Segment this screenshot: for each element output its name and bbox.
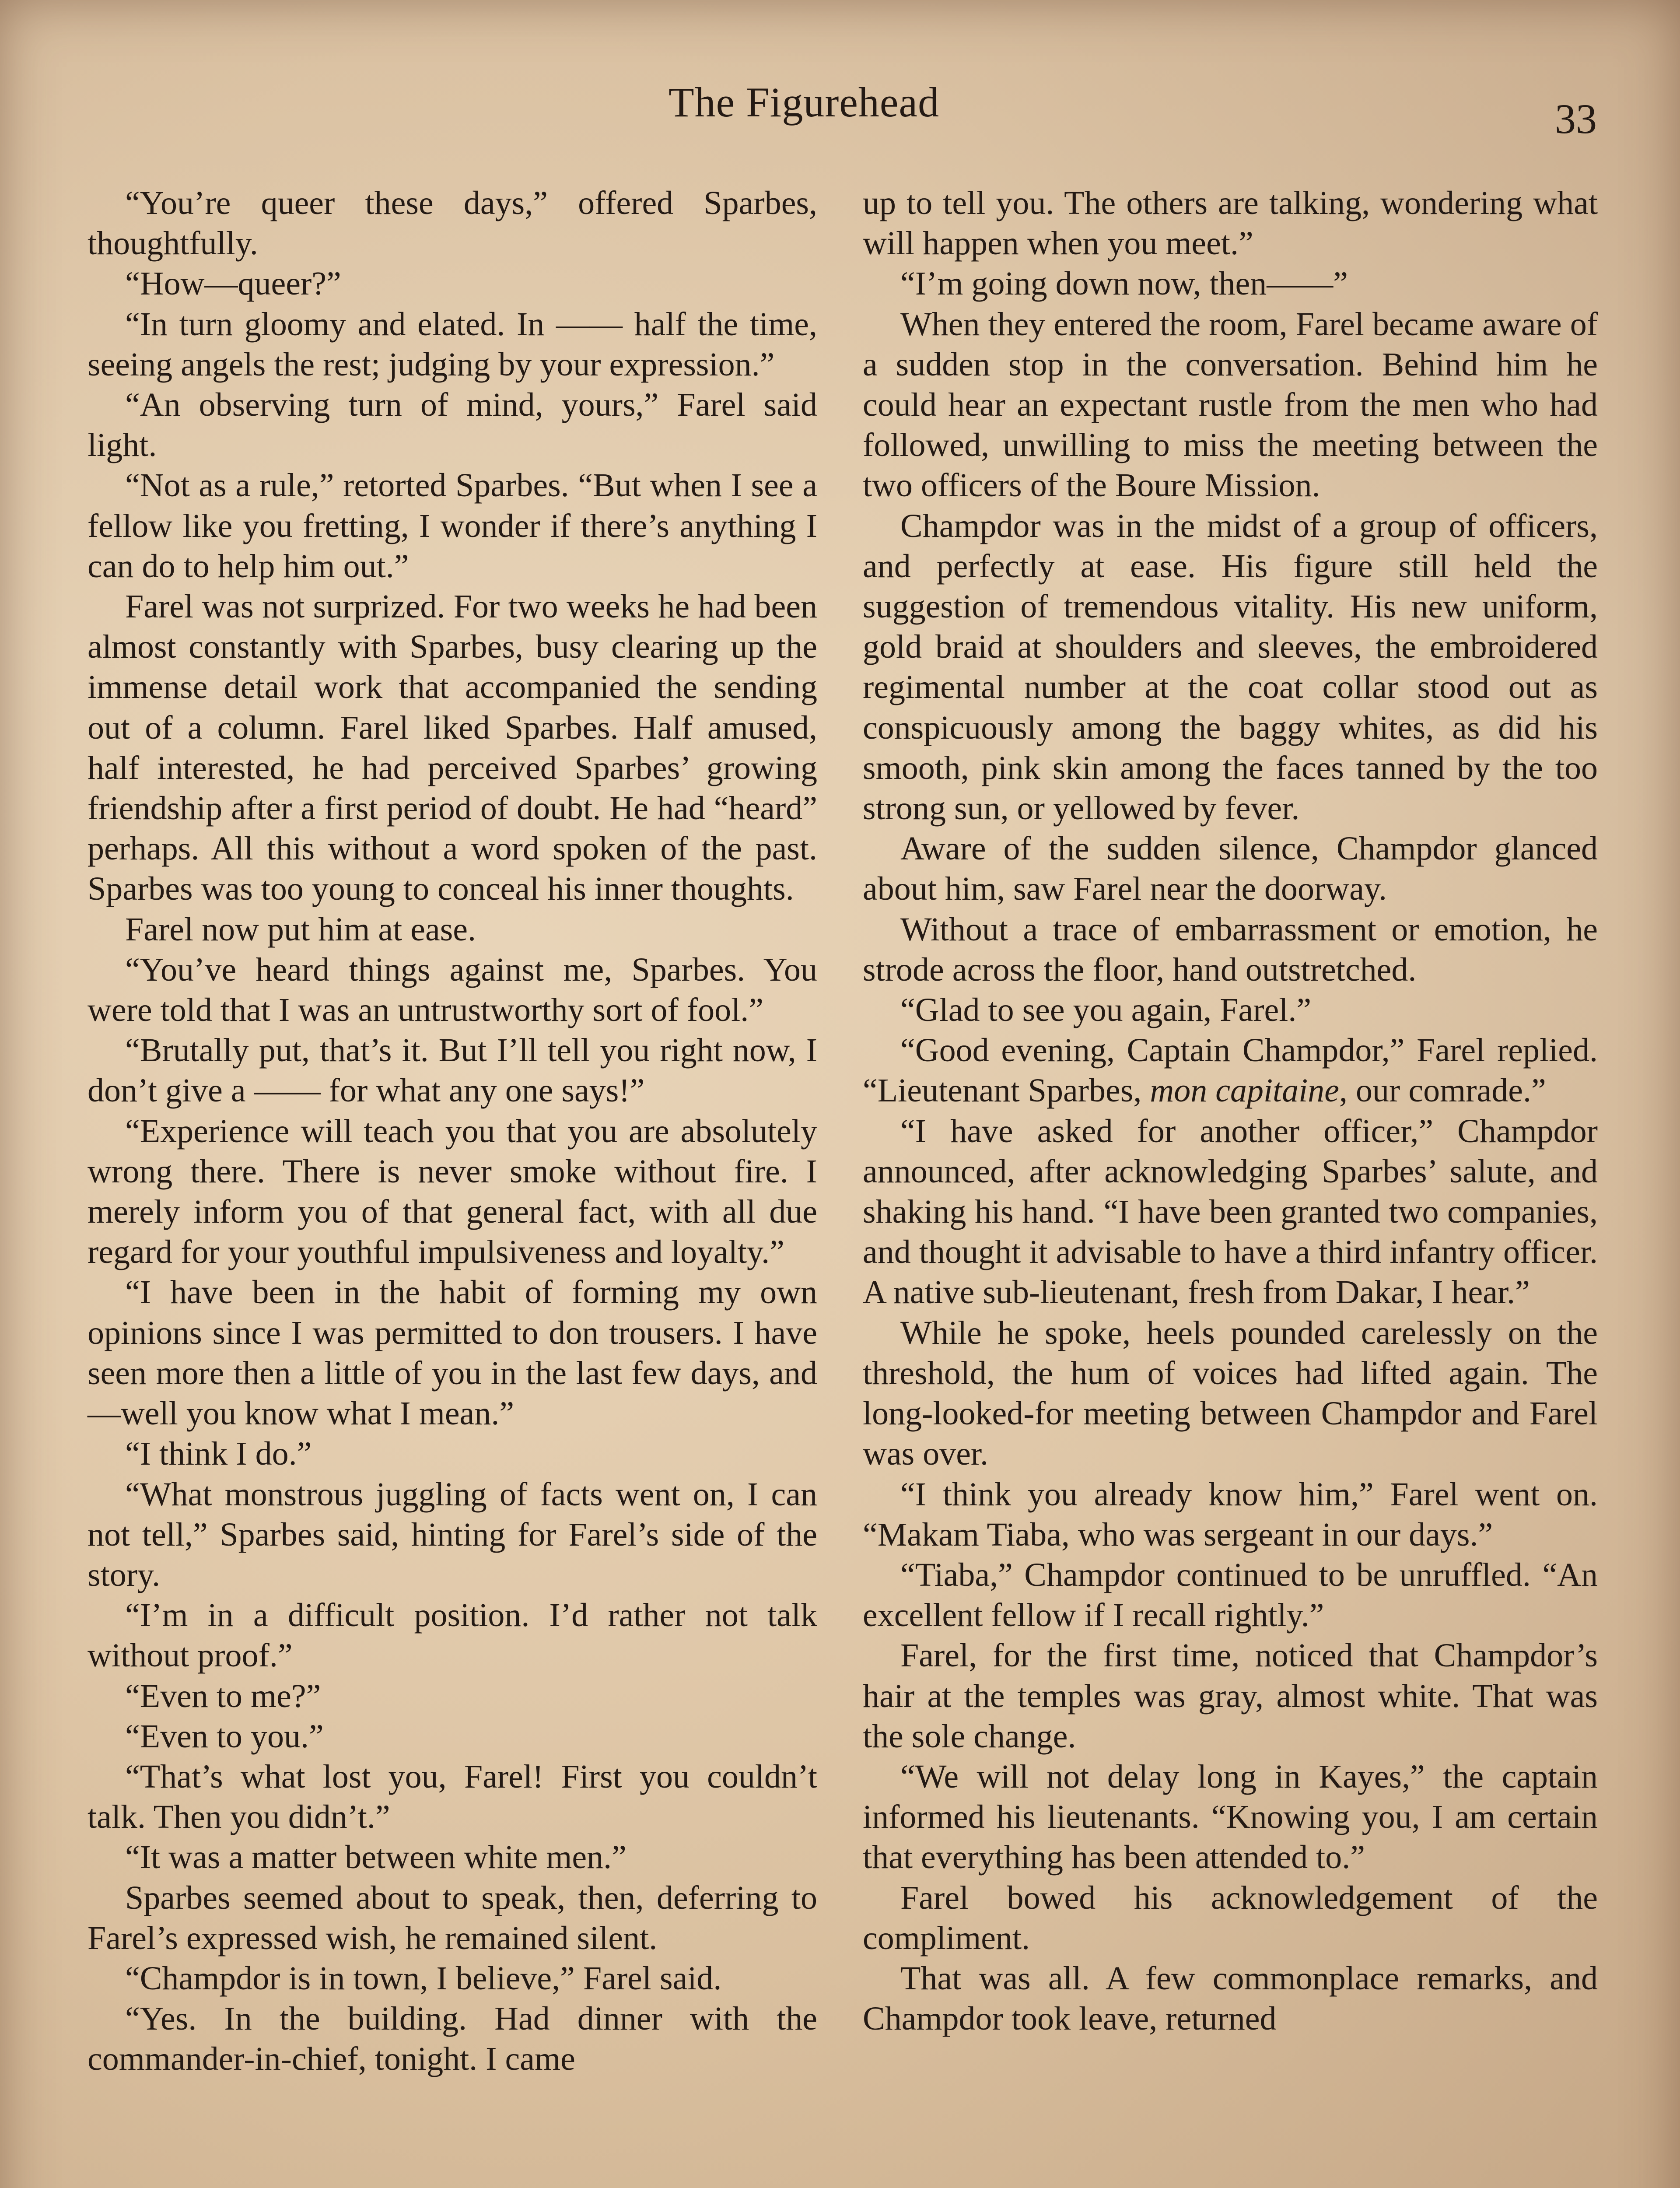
paragraph: “It was a matter between white men.” — [125, 1839, 626, 1876]
paragraph: While he spoke, heels pounded carelessly on the threshold, the hum of voices had lifted again. The long-looked-for meeting between Champdor and Farel was over. — [863, 1314, 1598, 1473]
left-column — [88, 183, 817, 2079]
paragraph: “Tiaba,” Champdor continued to be unruffled. “An excellent fellow if I recall rightly.” — [863, 1556, 1598, 1634]
paragraph: “In turn gloomy and elated. In —— half the time, seeing angels the rest; judging by your expression.” — [88, 305, 817, 383]
right-column — [863, 183, 1598, 2039]
paragraph: “Glad to see you again, Farel.” — [900, 992, 1312, 1029]
paragraph: That was all. A few commonplace remarks, and Champdor took leave, returned — [863, 1960, 1598, 2037]
paragraph: Farel was not surprized. For two weeks he had been almost constantly with Sparbes, busy clearing up the immense detail work that accompanied the sending out of a column. Farel liked Sparbes. Half amused, half interested, he had perceived Sparbes’ growing friendship after a first period of doubt. He had “heard” perhaps. All this without a word spoken of the past. Sparbes was too young to conceal his inner thoughts. — [88, 588, 817, 908]
paragraph: “That’s what lost you, Farel! First you couldn’t talk. Then you didn’t.” — [88, 1758, 817, 1836]
continued-paragraph: up to tell you. The others are talking, wondering what will happen when you meet.” — [863, 185, 1598, 262]
paragraph: “Champdor is in town, I believe,” Farel said. — [125, 1960, 722, 1997]
page-number: 33 — [1555, 95, 1597, 142]
running-title: The Figurehead — [668, 79, 940, 126]
italic-phrase: mon capitaine — [1150, 1072, 1340, 1109]
paragraph: “What monstrous juggling of facts went on, I can not tell,” Sparbes said, hinting for Farel’s side of the story. — [88, 1476, 817, 1593]
paragraph: “Even to you.” — [125, 1718, 324, 1755]
paragraph: “Yes. In the building. Had dinner with the commander-in-chief, tonight. I came — [88, 2000, 817, 2078]
paragraph: “I’m in a difficult position. I’d rather not talk without proof.” — [88, 1597, 817, 1674]
greeting-paragraph — [863, 1030, 1598, 1111]
paragraph: Aware of the sudden silence, Champdor glanced about him, saw Farel near the doorway. — [863, 830, 1598, 908]
paragraph: “I have been in the habit of forming my own opinions since I was permitted to don trousers. I have seen more then a little of you in the last few days, and—well you know what I mean.” — [88, 1274, 817, 1432]
paragraph: When they entered the room, Farel became aware of a sudden stop in the conversation. Behind him he could hear an expectant rustle from the men who had followed, unwilling to miss the meeting between the two officers of the Boure Mission. — [863, 305, 1598, 504]
paragraph: “Experience will teach you that you are absolutely wrong there. There is never smoke without fire. I merely inform you of that general fact, with all due regard for your youthful impulsiveness and loyalty.” — [88, 1112, 817, 1271]
paragraph: “Not as a rule,” retorted Sparbes. “But when I see a fellow like you fretting, I wonder if there’s anything I can do to help him out.” — [88, 467, 817, 585]
paragraph: Without a trace of embarrassment or emotion, he strode across the floor, hand outstretched. — [863, 911, 1598, 988]
paragraph: “You’ve heard things against me, Sparbes. You were told that I was an untrustworthy sort of fool.” — [88, 951, 817, 1029]
paragraph: Farel, for the first time, noticed that Champdor’s hair at the temples was gray, almost white. That was the sole change. — [863, 1637, 1598, 1755]
paragraph: Champdor was in the midst of a group of officers, and perfectly at ease. His figure still held the suggestion of tremendous vitality. His new uniform, gold braid at shoulders and sleeves, the embroidered regimental number at the coat collar stood out as conspicuously among the baggy whites, as did his smooth, pink skin among the faces tanned by the too strong sun, or yellowed by fever. — [863, 507, 1598, 827]
paragraph: Farel bowed his acknowledgement of the compliment. — [863, 1879, 1598, 1957]
paragraph: Farel now put him at ease. — [125, 911, 476, 948]
paragraph: “I’m going down now, then——” — [900, 265, 1348, 302]
paragraph: “I think you already know him,” Farel went on. “Makam Tiaba, who was sergeant in our days.” — [863, 1476, 1598, 1553]
greeting-text-end: , our comrade.” — [1339, 1072, 1546, 1109]
paragraph: “We will not delay long in Kayes,” the captain informed his lieutenants. “Knowing you, I am certain that everything has been attended to.” — [863, 1758, 1598, 1876]
greeting-text: “Good evening, Captain Champdor,” Farel replied. “Lieutenant Sparbes, — [863, 1032, 1598, 1109]
paragraph: Sparbes seemed about to speak, then, deferring to Farel’s expressed wish, he remained silent. — [88, 1879, 817, 1957]
paragraph: “Even to me?” — [125, 1677, 321, 1715]
paragraph: “Brutally put, that’s it. But I’ll tell you right now, I don’t give a —— for what any one says!” — [88, 1032, 817, 1109]
paragraph: “I think I do.” — [125, 1435, 312, 1473]
paragraph: “An observing turn of mind, yours,” Farel said light. — [88, 386, 817, 464]
paragraph: “I have asked for another officer,” Champdor announced, after acknowledging Sparbes’ salute, and shaking his hand. “I have been granted two companies, and thought it advisable to have a third infantry officer. A native sub-lieutenant, fresh from Dakar, I hear.” — [863, 1112, 1598, 1311]
paragraph: “You’re queer these days,” offered Sparbes, thoughtfully. — [88, 185, 817, 262]
paragraph: “How—queer?” — [125, 265, 341, 302]
